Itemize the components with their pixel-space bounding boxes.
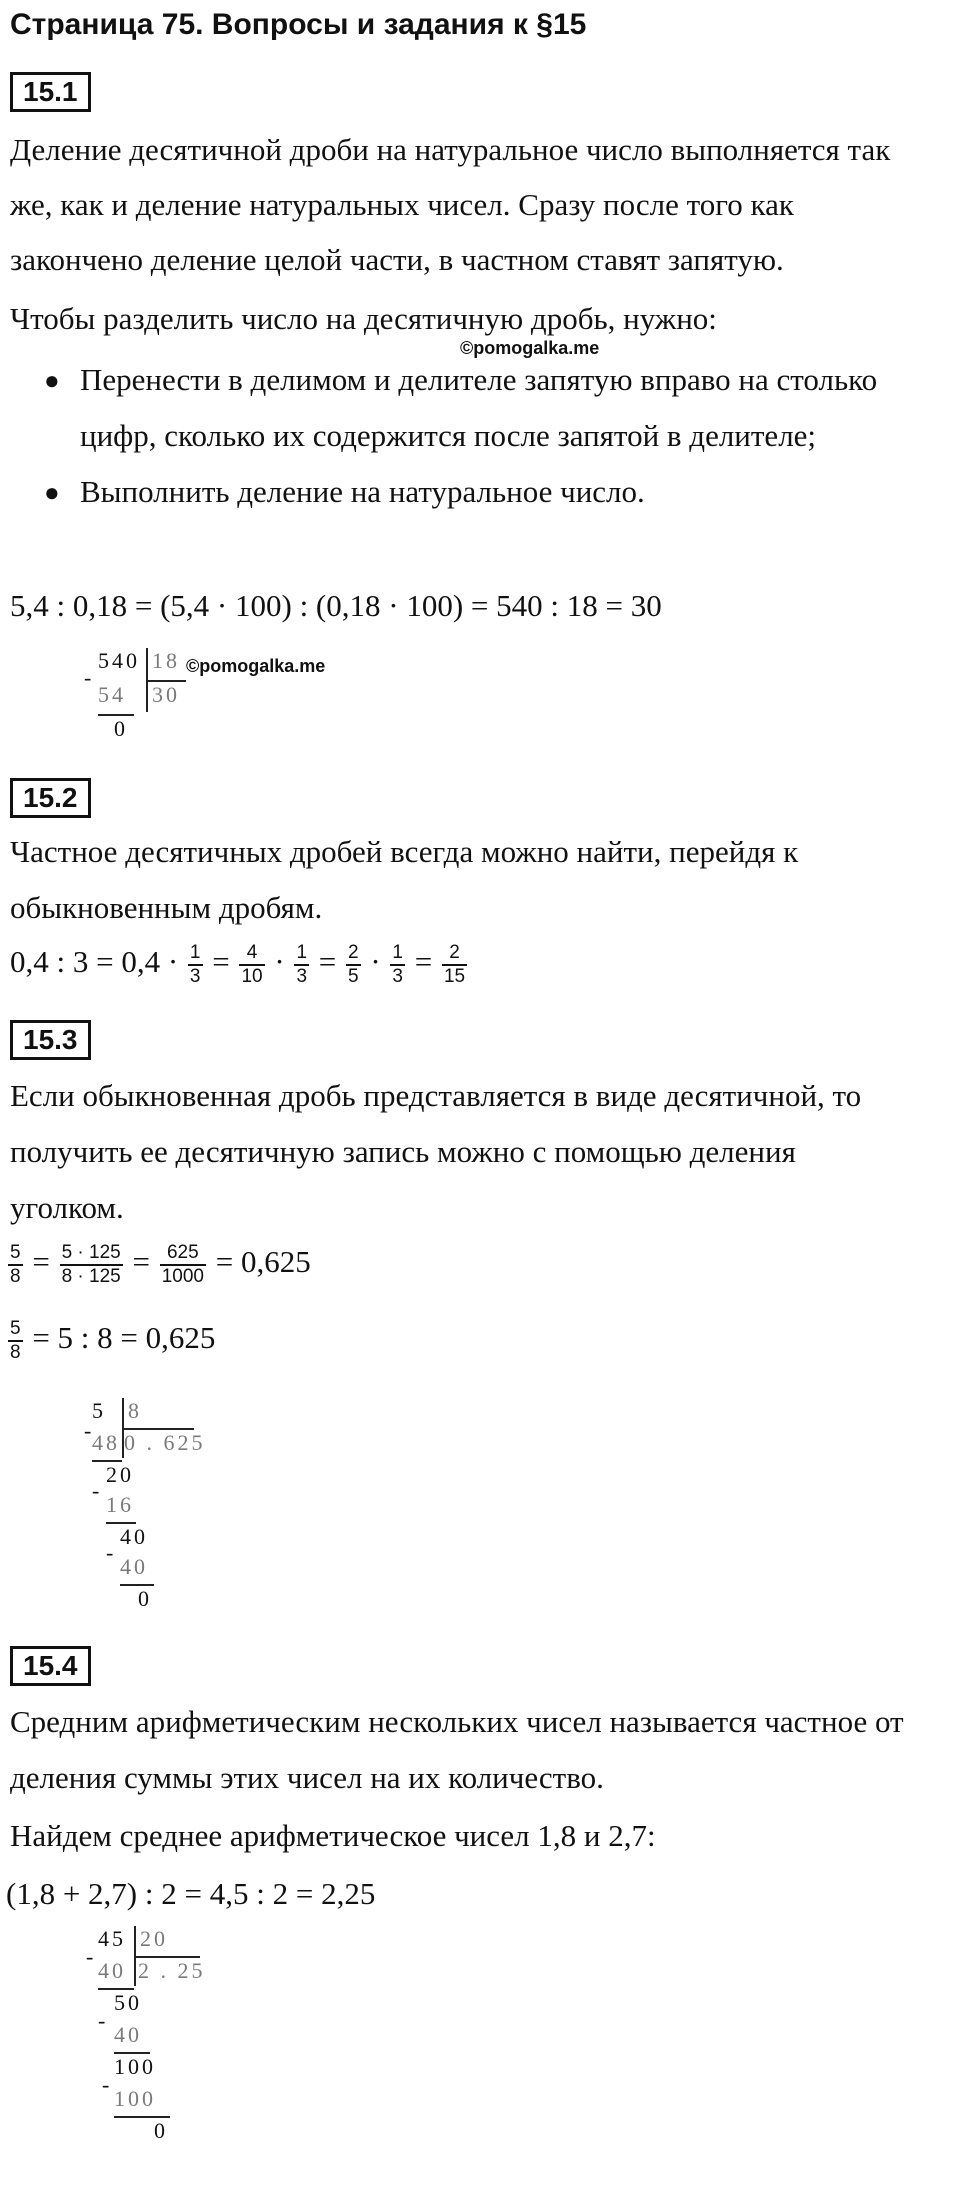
text-line: Найдем среднее арифметическое чисел 1,8 и 2,7: bbox=[10, 1818, 656, 1853]
page-title: Страница 75. Вопросы и задания к §15 bbox=[10, 8, 587, 41]
minus-sign: - bbox=[84, 665, 95, 690]
minus-sign: - bbox=[106, 1540, 117, 1565]
text-line: закончено деление целой части, в частном ставят запятую. bbox=[10, 242, 784, 277]
dividend: 540 bbox=[98, 648, 140, 673]
fraction: $\frac{5 \cdot 125}{8 \cdot 125}$ bbox=[61, 1242, 121, 1287]
bullet-item: Перенести в делимом и делителе запятую вправо на столько bbox=[80, 362, 878, 397]
text-line: Чтобы разделить число на десятичную дробь, нужно: bbox=[10, 301, 717, 336]
text-line: обыкновенным дробям. bbox=[10, 890, 323, 925]
fraction-equation: 0,4 : 3 = 0,4 · $\frac{1}{3}$ = $\frac{4}{10}$ · $\frac{1}{3}$ = $\frac{2}{5}$ · $\frac{1}{3}$ = $\frac{2}{15}$ bbox=[10, 942, 466, 987]
subtrahend: 48 bbox=[92, 1430, 120, 1455]
minus-sign: - bbox=[92, 1478, 103, 1503]
subtrahend: 16 bbox=[106, 1492, 134, 1517]
minus-sign: - bbox=[84, 1418, 95, 1443]
section-label-15-2: 15.2 bbox=[10, 778, 91, 818]
fraction-equation: $\frac{5}{8}$ = $\frac{5 \cdot 125}{8 \cdot 125}$ = $\frac{625}{1000}$ = 0,625 bbox=[10, 1242, 311, 1287]
fraction: $\frac{5}{8}$ bbox=[10, 1242, 21, 1287]
remainder: 100 bbox=[114, 2054, 156, 2079]
fraction: $\frac{2}{15}$ bbox=[443, 942, 466, 987]
text-line: Частное десятичных дробей всегда можно найти, перейдя к bbox=[10, 834, 799, 869]
quotient: 2 . 25 bbox=[138, 1958, 206, 1983]
fraction-equation: $\frac{5}{8}$ = 5 : 8 = 0,625 bbox=[10, 1318, 216, 1363]
section-label-15-1: 15.1 bbox=[10, 72, 91, 112]
text-line: уголком. bbox=[10, 1190, 124, 1225]
fraction: $\frac{2}{5}$ bbox=[348, 942, 359, 987]
quotient: 0 . 625 bbox=[124, 1430, 206, 1455]
bullet-icon: ● bbox=[44, 478, 60, 507]
text-line: Средним арифметическим нескольких чисел называется частное от bbox=[10, 1704, 904, 1739]
text-line: деления суммы этих чисел на их количество. bbox=[10, 1760, 604, 1795]
minus-sign: - bbox=[86, 1944, 97, 1969]
fraction: $\frac{4}{10}$ bbox=[241, 942, 263, 987]
dividend: 45 bbox=[98, 1926, 126, 1951]
quotient: 30 bbox=[152, 682, 180, 707]
text-line: же, как и деление натуральных чисел. Сразу после того как bbox=[10, 187, 794, 222]
fraction: $\frac{1}{3}$ bbox=[392, 942, 403, 987]
watermark: ©pomogalka.me bbox=[186, 656, 326, 676]
bullet-item: цифр, сколько их содержится после запятой в делителе; bbox=[80, 418, 817, 453]
remainder: 50 bbox=[114, 1990, 142, 2015]
remainder: 40 bbox=[120, 1524, 148, 1549]
bullet-item: Выполнить деление на натуральное число. bbox=[80, 474, 645, 509]
subtrahend: 54 bbox=[98, 682, 126, 707]
divisor: 8 bbox=[128, 1398, 142, 1423]
dividend: 5 bbox=[92, 1398, 106, 1423]
text-line: Если обыкновенная дробь представляется в виде десятичной, то bbox=[10, 1078, 862, 1113]
fraction: $\frac{5}{8}$ bbox=[10, 1318, 21, 1363]
remainder: 20 bbox=[106, 1462, 134, 1487]
text-line: получить ее десятичную запись можно с помощью деления bbox=[10, 1134, 796, 1169]
section-label-15-3: 15.3 bbox=[10, 1020, 91, 1060]
minus-sign: - bbox=[102, 2072, 113, 2097]
divisor: 18 bbox=[152, 648, 180, 673]
bullet-icon: ● bbox=[44, 366, 60, 395]
minus-sign: - bbox=[98, 2008, 109, 2033]
equation-start: 0,4 : 3 = 0,4 · bbox=[10, 944, 179, 980]
fraction: $\frac{625}{1000}$ bbox=[161, 1242, 204, 1287]
equation: (1,8 + 2,7) : 2 = 4,5 : 2 = 2,25 bbox=[6, 1876, 376, 1911]
remainder: 0 bbox=[154, 2118, 168, 2143]
watermark: ©pomogalka.me bbox=[460, 338, 600, 358]
fraction: $\frac{1}{3}$ bbox=[296, 942, 308, 987]
remainder: 0 bbox=[114, 716, 128, 741]
text-line: Деление десятичной дроби на натуральное число выполняется так bbox=[10, 132, 891, 167]
subtrahend: 40 bbox=[114, 2022, 142, 2047]
subtrahend: 40 bbox=[120, 1554, 148, 1579]
fraction: $\frac{1}{3}$ bbox=[189, 942, 201, 987]
subtrahend: 40 bbox=[98, 1958, 126, 1983]
section-label-15-4: 15.4 bbox=[10, 1646, 91, 1686]
subtrahend: 100 bbox=[114, 2086, 156, 2111]
equation: 5,4 : 0,18 = (5,4 · 100) : (0,18 · 100) = 540 : 18 = 30 bbox=[10, 588, 662, 623]
divisor: 20 bbox=[140, 1926, 168, 1951]
remainder: 0 bbox=[138, 1586, 152, 1611]
